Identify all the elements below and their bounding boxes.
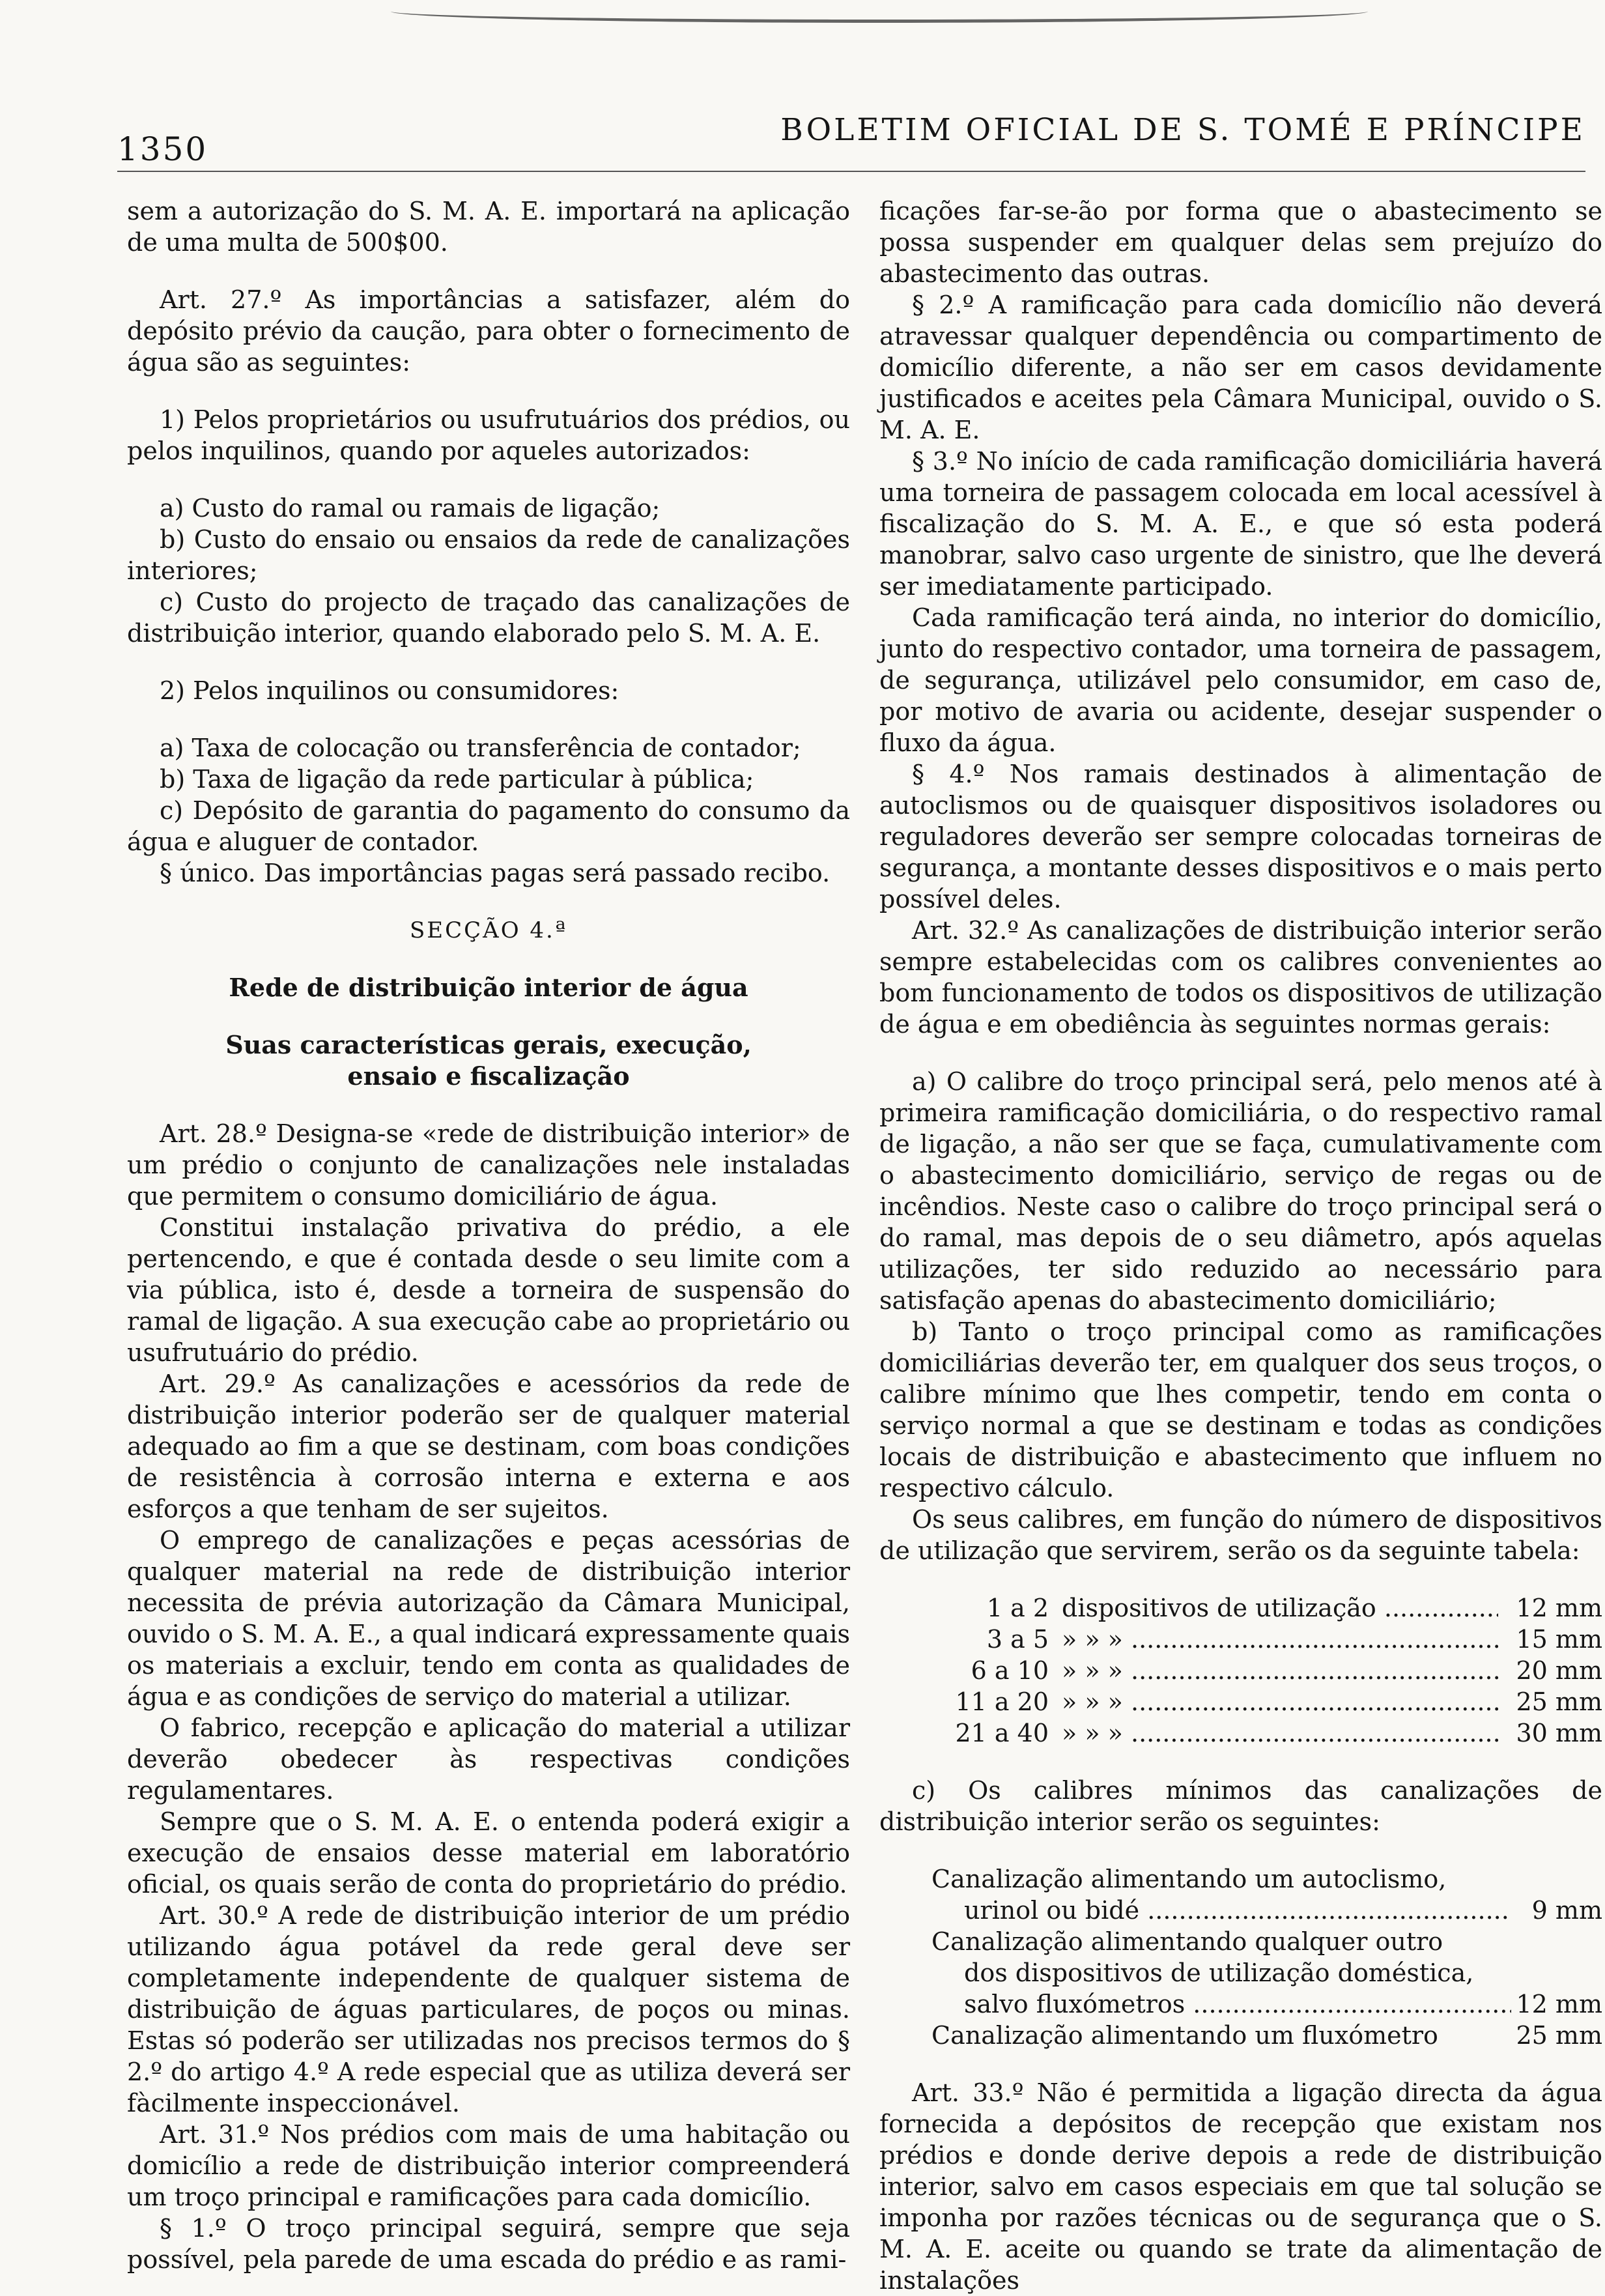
calibre-table	[879, 1592, 1602, 1749]
paragraph: § 3.º No início de cada ramificação domiciliária haverá uma torneira de passagem colocada em local acessível à fiscalização do S. M. A. E., e que só esta poderá manobrar, salvo caso urgente de sinistro, que lhe deverá ser imediatamente participado.	[879, 447, 1602, 601]
cal-row: dos dispositivos de utilização doméstica,	[964, 1959, 1474, 1987]
paragraph: § 2.º A ramificação para cada domicílio não deverá atravessar qualquer dependência ou compartimento de domicílio diferente, a não ser em casos devidamente justificados e aceites pela Câmara Municipal, ouvido o S. M. A. E.	[879, 291, 1602, 444]
list-item: a) Custo do ramal ou ramais de ligação;	[160, 494, 660, 523]
paragraph: ficações far-se-ão por forma que o abastecimento se possa suspender em qualquer delas sem prejuízo do abastecimento das outras.	[879, 197, 1602, 288]
paragraph: Cada ramificação terá ainda, no interior do domicílio, junto do respectivo contador, uma torneira de passagem, de segurança, utilizável pelo consumidor, em caso de, por motivo de avaria ou acidente, desejar suspender o fluxo da água.	[879, 603, 1602, 757]
paragraph: Constitui instalação privativa do prédio, a ele pertencendo, e que é contada desde o seu limite com a via pública, isto é, desde a torneira de suspensão do ramal de ligação. A sua execução cabe ao proprietário ou usufrutuário do prédio.	[127, 1213, 850, 1367]
article-30: Art. 30.º A rede de distribuição interior de um prédio utilizando água potável da rede geral deve ser completamente independente de qualquer sistema de distribuição de águas particulares, de poços ou minas. Estas só poderão ser utilizadas nos precisos termos do § 2.º do artigo 4.º A rede especial que as utiliza deverá ser fàcilmente inspeccionável.	[127, 1901, 850, 2117]
paragraph: § único. Das importâncias pagas será passado recibo.	[160, 859, 831, 887]
table-row: 6 a 10 » » » ..... 20 mm	[938, 1655, 1602, 1686]
article-31: Art. 31.º Nos prédios com mais de uma habitação ou domicílio a rede de distribuição interior compreenderá um troço principal e ramificações para cada domicílio.	[127, 2120, 850, 2211]
table-row: 11 a 20 » » » ..... 25 mm	[938, 1686, 1602, 1717]
list-item: b) Custo do ensaio ou ensaios da rede de canalizações interiores;	[127, 525, 850, 585]
section-heading: Rede de distribuição interior de água	[229, 973, 748, 1002]
cal-row: Canalização alimentando um fluxómetro 25 mm	[931, 2021, 1602, 2050]
list-item: b) Tanto o troço principal como as ramificações domiciliárias deverão ter, em qualquer dos seus troços, o calibre mínimo que lhes competir, tendo em conta o serviço normal a que se destinam e todas as condições locais de distribuição e abastecimento que influem no respectivo cálculo.	[879, 1317, 1602, 1502]
list-item: b) Taxa de ligação da rede particular à pública;	[160, 765, 754, 794]
section-subheading: Suas características gerais, execução, ensaio e fiscalização	[225, 1030, 752, 1091]
paragraph: O emprego de canalizações e peças acessórias de qualquer material na rede de distribuição interior necessita de prévia autorização da Câmara Municipal, ouvido o S. M. A. E., a qual indicará expressamente quais os materiais a excluir, tendo em conta as qualidades de água e as condições de serviço do material a utilizar.	[127, 1526, 850, 1711]
cal-row: Canalização alimentando um autoclismo,	[931, 1865, 1447, 1893]
running-title: BOLETIM OFICIAL DE S. TOMÉ E PRÍNCIPE	[780, 112, 1585, 148]
cal-row: urinol ou bidé ..... 9 mm	[931, 1895, 1602, 1926]
list-item: c) Os calibres mínimos das canalizações de distribuição interior serão os seguintes:	[879, 1776, 1602, 1836]
article-27: Art. 27.º As importâncias a satisfazer, além do depósito prévio da caução, para obter o fornecimento de água são as seguintes:	[127, 285, 850, 377]
table-row: 1 a 2 dispositivos de utilização ..... 12 mm	[938, 1592, 1602, 1624]
left-column	[127, 195, 850, 2275]
paragraph: Os seus calibres, em função do número de dispositivos de utilização que servirem, serão os da seguinte tabela:	[879, 1505, 1602, 1565]
paragraph: § 4.º Nos ramais destinados à alimentação de autoclismos ou de quaisquer dispositivos isoladores ou reguladores deverão ser sempre colocadas torneiras de segurança, a montante desses dispositivos e o mais perto possível deles.	[879, 760, 1602, 913]
list-item: a) Taxa de colocação ou transferência de contador;	[160, 734, 801, 762]
paragraph: sem a autorização do S. M. A. E. importará na aplicação de uma multa de 500$00.	[127, 197, 850, 257]
article-28: Art. 28.º Designa-se «rede de distribuição interior» de um prédio o conjunto de canalizações nele instaladas que permitem o consumo domiciliário de água.	[127, 1119, 850, 1211]
header-rule	[117, 171, 1585, 172]
right-column	[879, 195, 1602, 2296]
paragraph: § 1.º O troço principal seguirá, sempre que seja possível, pela parede de uma escada do prédio e as rami-	[127, 2214, 850, 2274]
list-item: a) O calibre do troço principal será, pelo menos até à primeira ramificação domiciliária, o do respectivo ramal de ligação, a não ser que se faça, cumulativamente com o abastecimento domiciliário, serviço de regas ou de incêndios. Neste caso o calibre do troço principal será o do ramal, mas depois de o seu diâmetro, após aquelas utilizações, ter sido reduzido ao necessário para satisfação apenas do abastecimento domiciliário;	[879, 1067, 1602, 1315]
list-item: c) Custo do projecto de traçado das canalizações de distribuição interior, quando elaborado pelo S. M. A. E.	[127, 588, 850, 648]
paragraph: Sempre que o S. M. A. E. o entenda poderá exigir a execução de ensaios desse material em laboratório oficial, os quais serão de conta do proprietário do prédio.	[127, 1807, 850, 1899]
paragraph: O fabrico, recepção e aplicação do material a utilizar deverão obedecer às respectivas condições regulamentares.	[127, 1714, 850, 1805]
list-item: c) Depósito de garantia do pagamento do consumo da água e aluguer de contador.	[127, 796, 850, 856]
list-item: 1) Pelos proprietários ou usufrutuários dos prédios, ou pelos inquilinos, quando por aqueles autorizados:	[127, 405, 850, 465]
section-label: SECÇÃO 4.ª	[410, 917, 567, 943]
minimum-calibres	[879, 1863, 1602, 2051]
cal-row: Canalização alimentando qualquer outro	[931, 1927, 1443, 1956]
page-number: 1350	[117, 130, 208, 168]
list-item: 2) Pelos inquilinos ou consumidores:	[160, 676, 619, 705]
table-row: 3 a 5 » » » ..... 15 mm	[938, 1624, 1602, 1655]
scan-artifact	[391, 0, 1368, 23]
article-33: Art. 33.º Não é permitida a ligação directa da água fornecida a depósitos de recepção que existam nos prédios e donde derive depois a rede de distribuição interior, salvo em casos especiais em que tal solução se imponha por razões técnicas ou de segurança que o S. M. A. E. aceite ou quando se trate da alimentação de instalações	[879, 2078, 1602, 2295]
article-29: Art. 29.º As canalizações e acessórios da rede de distribuição interior poderão ser de qualquer material adequado ao fim a que se destinam, com boas condições de resistência à corrosão interna e externa e aos esforços a que tenham de ser sujeitos.	[127, 1370, 850, 1523]
article-32: Art. 32.º As canalizações de distribuição interior serão sempre estabelecidas com os calibres convenientes ao bom funcionamento de todos os dispositivos de utilização de água e em obediência às seguintes normas gerais:	[879, 916, 1602, 1039]
cal-row: salvo fluxómetros ..... 12 mm	[931, 1988, 1602, 2020]
table-row: 21 a 40 » » » ..... 30 mm	[938, 1717, 1602, 1749]
